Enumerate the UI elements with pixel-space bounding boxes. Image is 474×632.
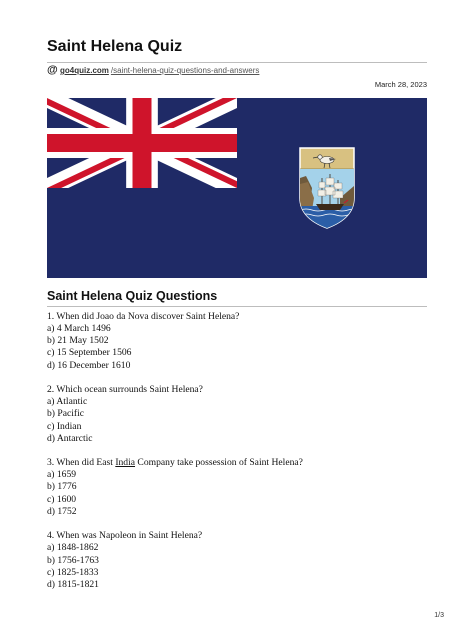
- answer-option: a) Atlantic: [47, 396, 88, 408]
- section-divider: [47, 306, 427, 307]
- page-title: Saint Helena Quiz: [47, 38, 183, 55]
- answer-option: d) Antarctic: [47, 432, 93, 444]
- answer-option: c) 1825-1833: [47, 566, 99, 578]
- question-block: [47, 384, 427, 445]
- answer-option: b) 21 May 1502: [47, 335, 109, 347]
- at-icon: @: [47, 64, 58, 76]
- answer-option: c) 1600: [47, 493, 77, 505]
- question-block: [47, 530, 427, 591]
- question-text: 2. Which ocean surrounds Saint Helena?: [47, 384, 203, 396]
- answer-option: b) 1776: [47, 481, 77, 493]
- question-text: 4. When was Napoleon in Saint Helena?: [47, 530, 203, 542]
- answer-option: a) 4 March 1496: [47, 323, 111, 335]
- answer-option: d) 1752: [47, 505, 77, 517]
- question-list: [47, 311, 427, 603]
- source-domain[interactable]: go4quiz.com: [60, 66, 109, 75]
- union-jack-canton: [47, 98, 237, 188]
- question-text: 3. When did East India Company take possession of Saint Helena?: [47, 457, 303, 469]
- answer-option: a) 1659: [47, 469, 77, 481]
- question-block: [47, 457, 427, 518]
- india-link[interactable]: India: [115, 457, 136, 469]
- publish-date: March 28, 2023: [374, 80, 427, 89]
- title-divider: [47, 62, 427, 63]
- page-number: 1/3: [434, 612, 444, 619]
- source-path[interactable]: /saint-helena-quiz-questions-and-answers: [110, 66, 260, 75]
- section-title: Saint Helena Quiz Questions: [47, 289, 218, 303]
- question-text: 1. When did Joao da Nova discover Saint Helena?: [47, 311, 240, 322]
- question-block: [47, 311, 427, 372]
- source-link[interactable]: [47, 65, 259, 76]
- answer-option: b) 1756-1763: [47, 554, 99, 566]
- answer-option: b) Pacific: [47, 408, 85, 420]
- answer-option: c) Indian: [47, 420, 82, 432]
- answer-option: a) 1848-1862: [47, 542, 99, 554]
- answer-option: d) 16 December 1610: [47, 359, 131, 371]
- answer-option: c) 15 September 1506: [47, 347, 132, 359]
- saint-helena-flag-image: [47, 98, 427, 278]
- answer-option: d) 1815-1821: [47, 578, 99, 590]
